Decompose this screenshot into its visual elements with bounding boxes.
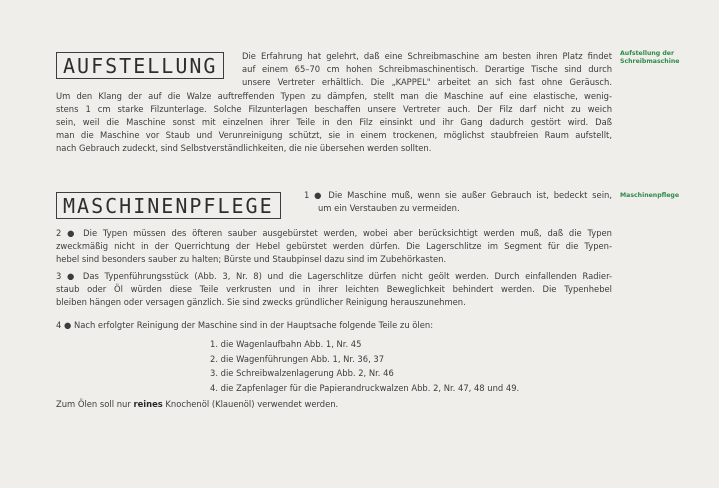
closing-sentence (56, 398, 612, 411)
text-line: hebel sind besonders sauber zu halten; Bürste und Staubpinsel dazu sind im Zubehörkasten. (56, 254, 447, 265)
text-line: 3 ● Das Typenführungsstück (Abb. 3, Nr. 8) und die Lagerschlitze dürfen nicht geölt werden. Durch einfallenden Radier- (56, 271, 612, 281)
text-line: Um den Klang der auf die Walze auftreffenden Typen zu dämpfen, stellt man die Maschine auf eine elastische, wenig- (56, 90, 612, 101)
pflege-item-3 (56, 270, 612, 310)
maschinenpflege-heading: MASCHINENPFLEGE (56, 192, 281, 219)
list-item: 2. die Wagenführungen Abb. 1, Nr. 36, 37 (210, 353, 385, 364)
text-line: 1 ● Die Maschine muß, wenn sie außer Gebrauch ist, bedeckt sein, (304, 190, 612, 200)
margin-note-line: Schreibmaschine (620, 58, 680, 65)
closing-text-before: Zum Ölen soll nur (56, 399, 134, 409)
list-item: 4. die Zapfenlager für die Papierandruckwalzen Abb. 2, Nr. 47, 48 und 49. (210, 382, 520, 393)
list-item: 3. die Schreibwalzenlagerung Abb. 2, Nr. 46 (210, 368, 394, 379)
text-line: Die Erfahrung hat gelehrt, daß eine Schreibmaschine am besten ihren Platz findet (242, 51, 612, 61)
margin-note-line: Aufstellung der (620, 50, 675, 57)
aufstellung-heading: AUFSTELLUNG (56, 52, 224, 79)
aufstellung-margin-note (620, 50, 679, 66)
text-line: um ein Verstauben zu vermeiden. (318, 203, 460, 214)
text-line: nach Gebrauch zudeckt, sind Selbstverständlichkeiten, die nie übersehen werden sollten. (56, 143, 432, 154)
closing-text-after: Knochenöl (Klauenöl) verwendet werden. (162, 399, 339, 409)
pflege-item-2 (56, 227, 612, 267)
closing-text-bold: reines (133, 399, 163, 409)
text-line: 2 ● Die Typen müssen des öfteren sauber ausgebürstet werden, wobei aber berücksichtigt werden muß, daß die Typen (56, 228, 612, 238)
pflege-item-1 (304, 189, 612, 215)
text-line: staub oder Öl würden diese Teile verkrusten und in ihrer leichten Beweglichkeit behindert werden. Die Typenhebel (56, 284, 612, 295)
oil-parts-list (210, 337, 519, 395)
text-line: man die Maschine vor Staub und Verunreinigung schützt, sie in einem trockenen, möglichst staubfreien Raum aufstellt, (56, 130, 612, 141)
maschinenpflege-margin-note: Maschinenpflege (620, 192, 680, 199)
text-line: zweckmäßig nicht in der Querrichtung der Hebel gebürstet werden dürfen. Die Lagerschlitze im Segment für die Typen- (56, 241, 612, 252)
text-line: bleiben hängen oder versagen gänzlich. Sie sind zwecks gründlicher Reinigung herauszunehmen. (56, 297, 466, 308)
text-line: auf einem 65–70 cm hohen Schreibmaschinentisch. Derartige Tische sind durch (242, 64, 612, 75)
pflege-item-4-intro (56, 319, 612, 332)
list-item: 1. die Wagenlaufbahn Abb. 1, Nr. 45 (210, 339, 362, 349)
aufstellung-paragraph-top (242, 50, 612, 90)
text-line: sein, weil die Maschine sonst mit einzelnen ihrer Teile in den Filz einsinkt und ihr Gang dadurch gestört wird. Daß (56, 117, 612, 127)
aufstellung-paragraph-body (56, 90, 612, 156)
text-line: 4 ● Nach erfolgter Reinigung der Maschine sind in der Hauptsache folgende Teile zu ölen: (56, 320, 434, 330)
text-line: unsere Vertreter erhältlich. Die „KAPPEL" arbeitet an sich fast ohne Geräusch. (242, 77, 612, 88)
text-line: stens 1 cm starke Filzunterlage. Solche Filzunterlagen beschaffen unsere Vertreter auch. Der Filz darf nicht zu weich (56, 103, 612, 114)
